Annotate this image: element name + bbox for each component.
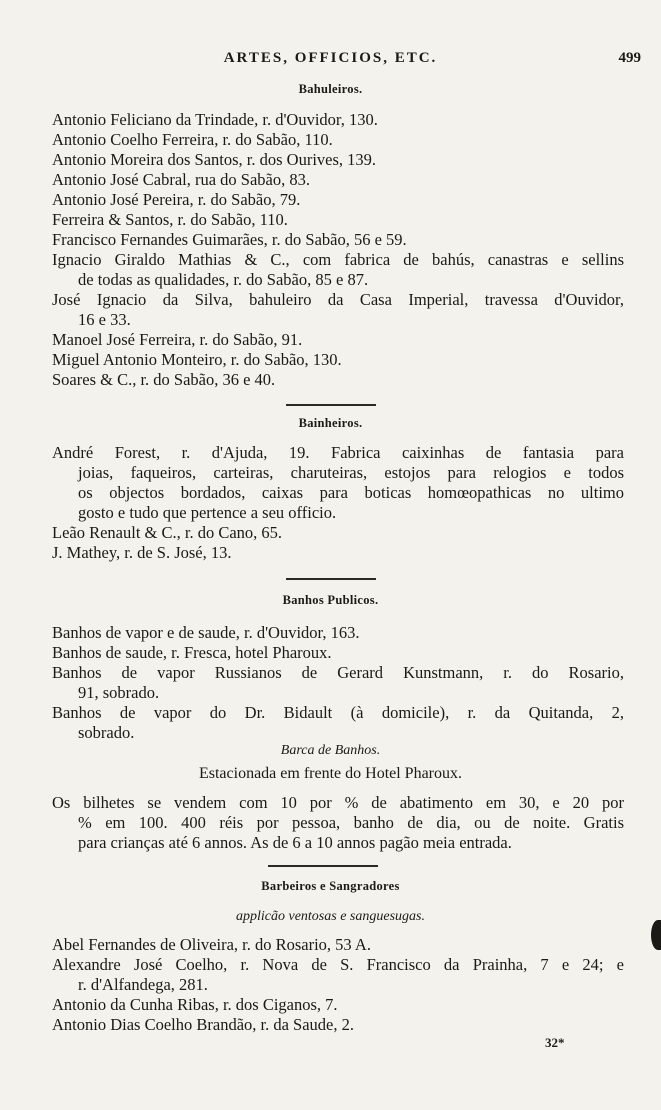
section-divider [268,865,378,867]
entry-line: Miguel Antonio Monteiro, r. do Sabão, 130. [52,350,342,369]
entry-line: Francisco Fernandes Guimarães, r. do Sabão, 56 e 59. [52,230,407,249]
entry-line-continuation: r. d'Alfandega, 281. [78,975,208,994]
entry-line-continuation: gosto e tudo que pertence a seu officio. [78,503,337,522]
barbeiros-subtitle: applicão ventosas e sanguesugas. [236,909,425,924]
entry-line-continuation: 91, sobrado. [78,683,160,702]
entry-line: Abel Fernandes de Oliveira, r. do Rosario, 53 A. [52,935,371,954]
entry-line-continuation: 16 e 33. [78,310,131,329]
signature-mark: 32* [545,1035,565,1050]
entry-line: Antonio Moreira dos Santos, r. dos Ourives, 139. [52,150,377,169]
entry-line: Alexandre José Coelho, r. Nova de S. Francisco da Prainha, 7 e 24; e [52,955,624,974]
entry-line: Antonio da Cunha Ribas, r. dos Ciganos, 7. [52,995,338,1014]
barca-heading: Barca de Banhos. [280,743,381,758]
entry-line-continuation: os objectos bordados, caixas para boticas homœopathicas no ultimo [78,483,624,502]
barca-line: para crianças até 6 annos. As de 6 a 10 annos pagão meia entrada. [78,833,512,852]
entry-line: André Forest, r. d'Ajuda, 19. Fabrica caixinhas de fantasia para [52,443,624,462]
entry-line: Ferreira & Santos, r. do Sabão, 110. [52,210,288,229]
entry-line: Leão Renault & C., r. do Cano, 65. [52,523,283,542]
entry-line: Antonio Feliciano da Trindade, r. d'Ouvidor, 130. [52,110,378,129]
entry-line: Soares & C., r. do Sabão, 36 e 40. [52,370,276,389]
entry-line: Antonio Dias Coelho Brandão, r. da Saude, 2. [52,1015,354,1034]
entry-line: Banhos de saude, r. Fresca, hotel Pharoux. [52,643,332,662]
section-title-bainheiros: Bainheiros. [298,416,363,430]
entry-line: Banhos de vapor e de saude, r. d'Ouvidor, 163. [52,623,360,642]
barca-line: Os bilhetes se vendem com 10 por % de abatimento em 30, e 20 por [52,793,624,812]
section-title-banhos: Banhos Publicos. [282,593,379,607]
entry-line-continuation: de todas as qualidades, r. do Sabão, 85 e 87. [78,270,369,289]
entry-line-continuation: joias, faqueiros, carteiras, charuteiras, estojos para relogios e todos [78,463,624,482]
entry-line: Antonio Coelho Ferreira, r. do Sabão, 110. [52,130,333,149]
section-title-barbeiros: Barbeiros e Sangradores [261,879,400,893]
barca-line: % em 100. 400 réis por pessoa, banho de dia, ou de noite. Gratis [78,813,624,832]
page-edge-mark [651,920,661,950]
entry-line: Antonio José Cabral, rua do Sabão, 83. [52,170,310,189]
section-divider [286,578,376,580]
entry-line: Banhos de vapor do Dr. Bidault (à domicile), r. da Quitanda, 2, [52,703,624,722]
entry-line: Manoel José Ferreira, r. do Sabão, 91. [52,330,303,349]
entry-line: J. Mathey, r. de S. José, 13. [52,543,232,562]
entry-line: Antonio José Pereira, r. do Sabão, 79. [52,190,301,209]
page-number: 499 [618,50,641,66]
entry-line-continuation: sobrado. [78,723,135,742]
entry-line: Ignacio Giraldo Mathias & C., com fabrica de bahús, canastras e sellins [52,250,624,269]
section-title-bahuleiros: Bahuleiros. [298,82,363,96]
entry-line: José Ignacio da Silva, bahuleiro da Casa Imperial, travessa d'Ouvidor, [52,290,624,309]
page-header-title: ARTES, OFFICIOS, ETC. [223,50,438,66]
section-divider [286,404,376,406]
barca-location: Estacionada em frente do Hotel Pharoux. [198,765,463,782]
entry-line: Banhos de vapor Russianos de Gerard Kunstmann, r. do Rosario, [52,663,624,682]
